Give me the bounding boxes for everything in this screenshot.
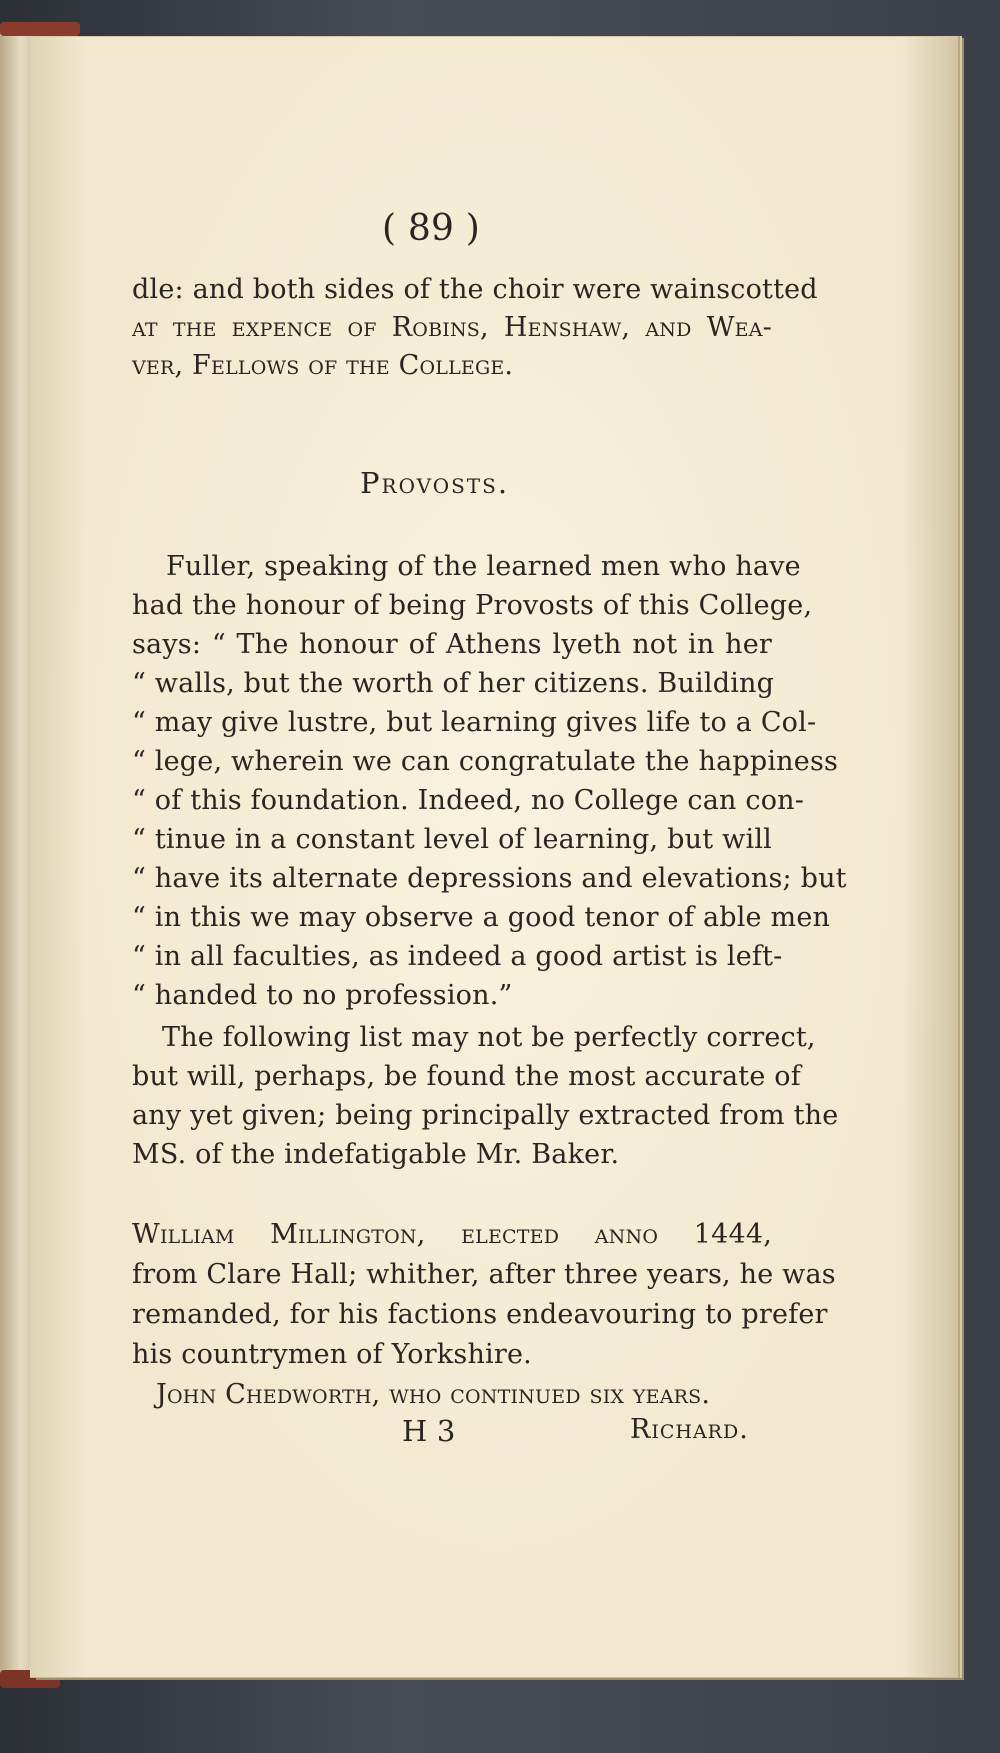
text-line: remanded, for his factions endeavouring to prefer [132,1299,828,1330]
text-line: had the honour of being Provosts of this College, [132,590,813,621]
text-line: “ in this we may observe a good tenor of able men [132,902,831,933]
text-line: “ have its alternate depressions and elevations; but [132,863,847,894]
text-line-span: ver, Fellows of the College. [132,350,514,381]
red-page-edge-top [0,22,80,36]
text-line: but will, perhaps, be found the most accurate of [132,1061,801,1092]
text-line: “ tinue in a constant level of learning, but will [132,824,772,855]
text-line [132,347,772,385]
section-heading: Provosts. [360,466,510,500]
text-line: at the expence of Robins, Henshaw, and Wea- [132,312,772,343]
catchword: Richard. [630,1414,749,1445]
text-line: MS. of the indefatigable Mr. Baker. [132,1139,620,1170]
text-line: “ may give lustre, but learning gives life to a Col- [132,707,817,738]
text-line: William Millington, elected anno 1444, [132,1219,772,1250]
text-line: “ walls, but the worth of her citizens. Building [132,668,775,699]
text-line: his countrymen of Yorkshire. [132,1339,532,1370]
text-line: The following list may not be perfectly correct, [162,1022,816,1053]
text-line: “ in all faculties, as indeed a good artist is left- [132,941,783,972]
text-line: John Chedworth, who continued six years. [156,1379,711,1410]
text-line: dle: and both sides of the choir were wainscotted [132,274,818,305]
text-line: “ handed to no profession.” [132,980,513,1011]
text-line: says: “ The honour of Athens lyeth not in her [132,629,772,660]
text-line: from Clare Hall; whither, after three years, he was [132,1259,836,1290]
text-line: Fuller, speaking of the learned men who have [166,551,801,582]
page-number: ( 89 ) [382,208,480,249]
text-line: “ of this foundation. Indeed, no College can con- [132,785,805,816]
text-line: any yet given; being principally extracted from the [132,1100,839,1131]
signature-mark: H 3 [402,1414,456,1448]
text-line: “ lege, wherein we can congratulate the happiness [132,746,839,777]
